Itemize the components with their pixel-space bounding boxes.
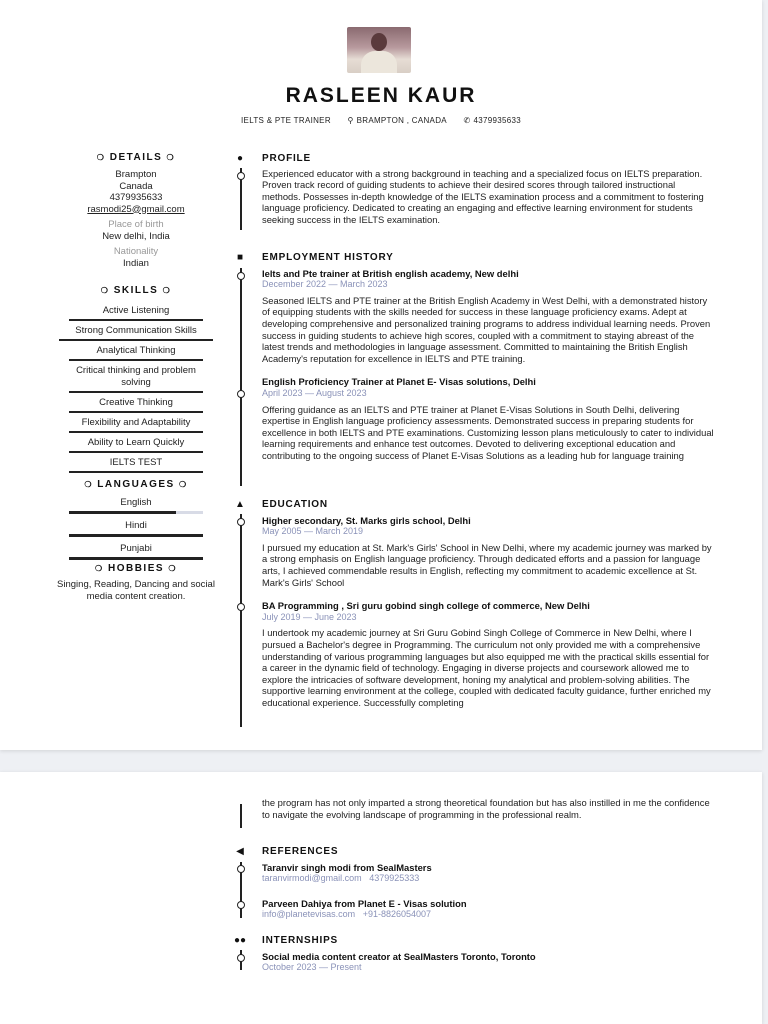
megaphone-icon: ◀ (236, 846, 244, 857)
profile-photo (347, 27, 411, 73)
phone-icon: ✆ (463, 116, 471, 125)
timeline-dot (237, 954, 245, 962)
reference-name: Taranvir singh modi from SealMasters (262, 861, 432, 873)
language-name: English (120, 497, 152, 508)
references-heading: REFERENCES (262, 846, 339, 857)
skill-item: Critical thinking and problem solving (69, 361, 203, 393)
entry-title: Ielts and Pte trainer at British english academy, New delhi (262, 267, 519, 279)
location-pin-icon: ⚲ (347, 116, 354, 125)
reference-email-link[interactable]: info@planetevisas.com (262, 909, 356, 920)
language-level-bar (69, 557, 203, 560)
hobbies-heading: ❍ HOBBIES ❍ (95, 563, 177, 574)
birth-value: New delhi, India (102, 230, 170, 242)
education-section (262, 499, 714, 709)
timeline-dot (237, 518, 245, 526)
bullet-icon: ❍ (96, 153, 106, 162)
timeline-line (240, 804, 242, 828)
reference-email-link[interactable]: taranvirmodi@gmail.com (262, 873, 362, 884)
language-item (69, 517, 203, 540)
entry-title: BA Programming , Sri guru gobind singh college of commerce, New Delhi (262, 600, 590, 612)
language-name: Hindi (125, 520, 147, 531)
skill-item: Analytical Thinking (69, 341, 203, 361)
skill-item: Creative Thinking (69, 393, 203, 413)
resume-page-2 (0, 772, 762, 1024)
language-item (69, 540, 203, 563)
briefcase-icon: ■ (236, 252, 244, 263)
entry-description: I undertook my academic journey at Sri Guru Gobind Singh College of Commerce in New Delhi, where I pursued a Bachelor's degree in Programming. The curriculum not only provided me with a comprehensive understanding of various programming languages but also equipped me with the practical skills essential for a career in the dynamic field of technology. Engaging in diverse projects and coursework allowed me to explore the intricacies of software development, honing my analytical and problem-solving abilities. The supportive learning environment at the college, coupled with dedicated faculty guidance, further enriched my educational experience. Successfully completing (262, 627, 711, 708)
bullet-icon: ❍ (166, 153, 176, 162)
details-phone: 4379935633 (109, 192, 163, 203)
language-item (69, 494, 203, 517)
profile-heading: PROFILE (262, 153, 311, 164)
timeline-dot (237, 901, 245, 909)
bullet-icon: ❍ (162, 286, 172, 295)
bullet-icon: ❍ (178, 480, 188, 489)
reference-phone: +91-8826054007 (362, 909, 432, 920)
details-section (57, 152, 215, 269)
entry-title: Social media content creator at SealMasters Toronto, Toronto (262, 950, 536, 962)
employment-section (262, 252, 714, 462)
entry-dates: October 2023 — Present (262, 962, 362, 973)
entry-title: Higher secondary, St. Marks girls school, Delhi (262, 514, 471, 526)
employment-heading: EMPLOYMENT HISTORY (262, 252, 394, 263)
internships-section (262, 935, 714, 974)
language-level-bar (69, 534, 203, 537)
details-heading: ❍ DETAILS ❍ (96, 152, 176, 163)
skill-item: IELTS TEST (69, 453, 203, 473)
language-name: Punjabi (120, 543, 152, 554)
skills-heading: ❍ SKILLS ❍ (100, 285, 172, 296)
job-title: IELTS & PTE TRAINER (241, 116, 331, 125)
skill-item: Active Listening (69, 301, 203, 321)
nationality-value: Indian (123, 257, 149, 269)
birth-label: Place of birth (108, 219, 164, 230)
person-icon: ● (236, 153, 244, 164)
timeline-dot (237, 172, 245, 180)
hobbies-section (57, 563, 215, 603)
reference-phone: 4379925333 (369, 873, 420, 884)
profile-section (262, 153, 714, 226)
reference-contact (262, 873, 714, 885)
entry-title: English Proficiency Trainer at Planet E- Visas solutions, Delhi (262, 376, 536, 388)
location-text: BRAMPTON , CANADA (356, 116, 447, 125)
skill-item: Ability to Learn Quickly (69, 433, 203, 453)
entry-dates: July 2019 — June 2023 (262, 611, 357, 622)
location-group (347, 116, 446, 125)
phone-text: 4379935633 (473, 116, 521, 125)
skill-item: Flexibility and Adaptability (69, 413, 203, 433)
entry-dates: April 2023 — August 2023 (262, 387, 367, 398)
bullet-icon: ❍ (95, 564, 104, 573)
header-subline (0, 116, 762, 125)
education-heading: EDUCATION (262, 499, 328, 510)
graduation-cap-icon: ▲ (235, 499, 245, 510)
education-entry (262, 600, 714, 708)
reference-entry (262, 898, 714, 921)
timeline-line (240, 268, 242, 486)
languages-section (57, 479, 215, 563)
education-continued-text: the program has not only imparted a strong theoretical foundation but has also instilled in me the confidence to navigate the evolving landscape of programming in the professional realm. (262, 797, 710, 820)
languages-heading: ❍ LANGUAGES ❍ (84, 479, 188, 490)
profile-text: Experienced educator with a strong background in teaching and a specialized focus on IELTS preparation. Proven track record of guiding students to achieve their desired scores through tailored instructional methods. Possesses in-depth knowledge of the IELTS examination process and a commitment to fostering language proficiency. Dedicated to creating an engaging and effective learning environment for students seeking success in the IELTS examination. (262, 167, 704, 225)
timeline-dot (237, 865, 245, 873)
entry-dates: December 2022 — March 2023 (262, 279, 388, 290)
employment-entry (262, 376, 714, 461)
details-email-link[interactable]: rasmodi25@gmail.com (87, 203, 185, 215)
reference-entry (262, 862, 714, 885)
reference-contact (262, 909, 714, 921)
details-country: Canada (119, 180, 153, 192)
reference-name: Parveen Dahiya from Planet E - Visas solution (262, 897, 467, 909)
phone-group (463, 116, 521, 125)
skills-section (57, 285, 215, 473)
education-entry (262, 515, 714, 589)
references-section (262, 846, 714, 921)
employment-entry (262, 268, 714, 365)
details-city: Brampton (115, 169, 157, 180)
language-level-bar (69, 511, 176, 514)
timeline-dot (237, 390, 245, 398)
timeline-dot (237, 272, 245, 280)
skill-item: Strong Communication Skills (59, 321, 213, 341)
candidate-name: RASLEEN KAUR (285, 84, 477, 107)
internships-heading: INTERNSHIPS (262, 935, 339, 946)
timeline-dot (237, 603, 245, 611)
timeline-line (240, 514, 242, 727)
bullet-icon: ❍ (168, 564, 177, 573)
entry-description: Offering guidance as an IELTS and PTE trainer at Planet E-Visas Solutions in South Delhi, delivering expertise in English language proficiency assessments. Demonstrated success in preparing students for excellence in both IELTS and PTE examinations. Customizing lesson plans meticulously to cater to individual learning requirements and enhance test outcomes. Devoted to delivering exceptional education and contributing to the ongoing success of Planet E-Visas Solutions as a leading hub for language training (262, 403, 714, 461)
bullet-icon: ❍ (100, 286, 110, 295)
people-icon: ●● (233, 935, 247, 946)
bullet-icon: ❍ (84, 480, 94, 489)
nationality-label: Nationality (113, 246, 159, 257)
hobbies-text: Singing, Reading, Dancing and social media content creation. (57, 579, 215, 602)
entry-description: Seasoned IELTS and PTE trainer at the British English Academy in West Delhi, with a demonstrated history of equipping students with the skills needed for success in these language proficiency exams. Adept at developing comprehensive and personalized training programs to address individual learning needs. Proven success in guiding students to achieve high scores, coupled with a commitment to staying abreast of the latest trends and methodologies in language assessment. Committed to maintaining the British English Academy's reputation for excellence in IELTS and PTE training. (262, 294, 711, 364)
entry-dates: May 2005 — March 2019 (262, 526, 364, 537)
entry-description: I pursued my education at St. Mark's Girls' School in New Delhi, where my academic journey was marked by a strong emphasis on English language proficiency. Through dedicated efforts and a passion for language arts, I achieved commendable results in English, reflecting my commitment to academic excellence at St. Mark's Girls' School (262, 541, 712, 588)
internship-entry (262, 951, 714, 974)
